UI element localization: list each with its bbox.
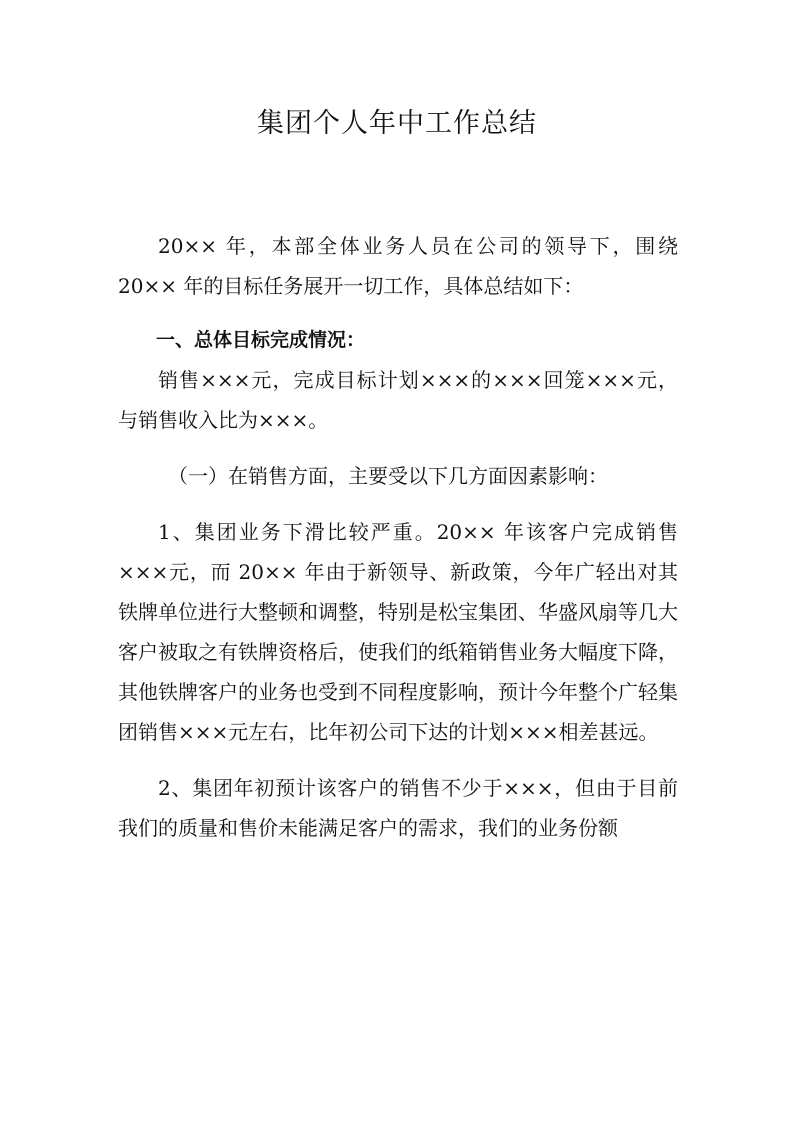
spacer <box>118 440 678 456</box>
point-paragraph-2: 2、集团年初预计该客户的销售不少于×××，但由于目前我们的质量和售价未能满足客户的需求，我们的业务份额 <box>118 776 678 840</box>
spacer <box>118 752 678 768</box>
intro-paragraph: 20×× 年，本部全体业务人员在公司的领导下，围绕 20×× 年的目标任务展开一切工作，具体总结如下： <box>118 234 678 298</box>
section-heading: 一、总体目标完成情况： <box>156 329 366 351</box>
document-body <box>118 226 678 848</box>
subsection-heading: （一）在销售方面，主要受以下几方面因素影响： <box>168 464 608 488</box>
section-paragraph: 销售×××元，完成目标计划×××的×××回笼×××元，与销售收入比为×××。 <box>118 368 678 432</box>
document-title: 集团个人年中工作总结 <box>257 108 537 139</box>
spacer <box>118 306 678 314</box>
point-paragraph-1: 1、集团业务下滑比较严重。20×× 年该客户完成销售×××元，而 20×× 年由于新领导、新政策，今年广轻出对其铁牌单位进行大整顿和调整，特别是松宝集团、华盛风扇等几大客户被取之有铁牌资格后，使我们的纸箱销售业务大幅度下降，其他铁牌客户的业务也受到不同程度影响，预计今年整个广轻集团销售×××元左右，比年初公司下达的计划×××相差甚远。 <box>118 520 678 744</box>
spacer <box>118 496 678 512</box>
